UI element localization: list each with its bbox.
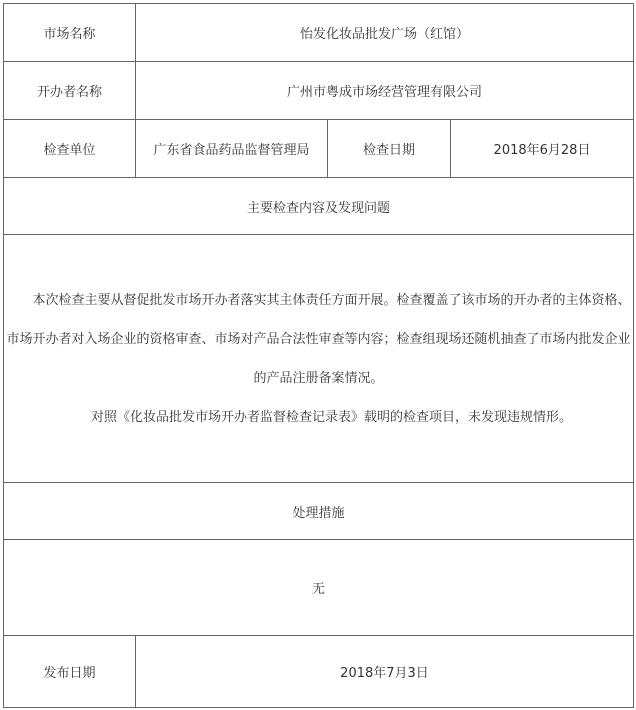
organizer-label: 开办者名称 <box>4 62 136 120</box>
findings-paragraph-2: 对照《化妆品批发市场开办者监督检查记录表》载明的检查项目，未发现违规情形。 <box>90 409 572 425</box>
measures-content-row <box>4 540 634 636</box>
publish-date-row <box>4 636 634 708</box>
inspection-date-label: 检查日期 <box>328 120 451 178</box>
publish-date-label: 发布日期 <box>4 636 136 708</box>
measures-value: 无 <box>4 540 634 636</box>
organizer-value: 广州市粤成市场经营管理有限公司 <box>136 62 634 120</box>
findings-header-row <box>4 178 634 235</box>
inspection-row <box>4 120 634 178</box>
measures-header-row <box>4 483 634 540</box>
organizer-row <box>4 62 634 120</box>
market-name-row <box>4 4 634 62</box>
inspection-unit-value: 广东省食品药品监督管理局 <box>136 120 328 178</box>
market-name-label: 市场名称 <box>4 4 136 62</box>
findings-content-row <box>4 235 634 483</box>
inspection-unit-label: 检查单位 <box>4 120 136 178</box>
measures-header: 处理措施 <box>4 483 634 540</box>
findings-header: 主要检查内容及发现问题 <box>4 178 634 235</box>
inspection-report-table <box>3 3 634 708</box>
inspection-date-value: 2018年6月28日 <box>451 120 634 178</box>
publish-date-value: 2018年7月3日 <box>136 636 634 708</box>
findings-content <box>4 235 634 483</box>
findings-paragraph-1: 本次检查主要从督促批发市场开办者落实其主体责任方面开展。检查覆盖了该市场的开办者的主体资格、市场开办者对入场企业的资格审查、市场对产品合法性审查等内容；检查组现场还随机抽查了市场内批发企业的产品注册备案情况。 <box>6 292 631 386</box>
market-name-value: 怡发化妆品批发广场（红馆） <box>136 4 634 62</box>
